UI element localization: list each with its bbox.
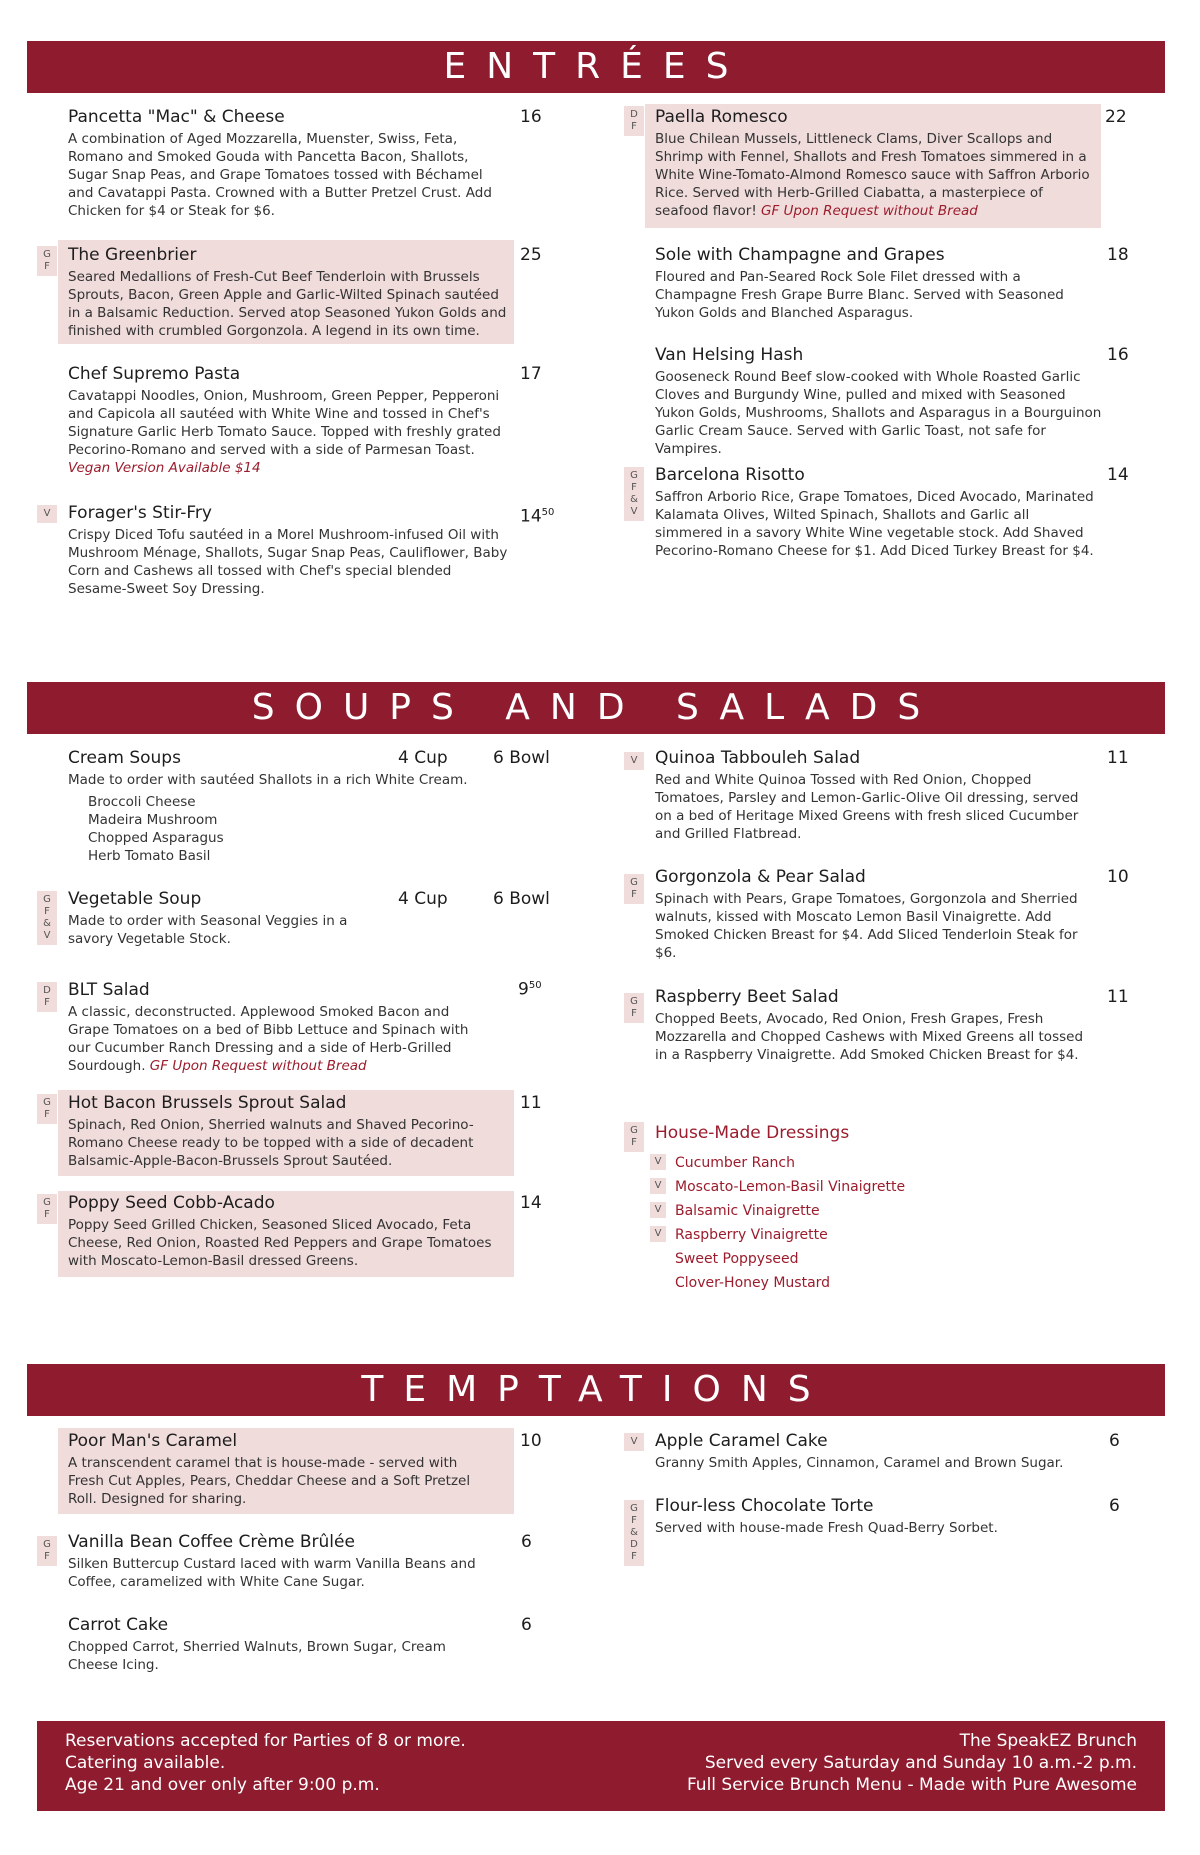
soup-variety: Chopped Asparagus xyxy=(88,830,224,846)
menu-item-quinoa xyxy=(655,747,1095,843)
item-description: Gooseneck Round Beef slow-cooked with Whole Roasted Garlic Cloves and Burgundy Wine, pulled and mixed with Seasoned Yukon Golds, Mushrooms, Shallots and Asparagus in a Bourguinon Garlic Cream Sauce. Served with Garlic Toast, not safe for Vampires. xyxy=(655,369,1102,457)
dietary-tag: G F xyxy=(37,1094,57,1124)
footer-brunch-tagline: Full Service Brunch Menu - Made with Pure Awesome xyxy=(686,1775,1137,1795)
menu-item-chef-supremo xyxy=(68,363,508,477)
item-description: Made to order with Seasonal Veggies in a savory Vegetable Stock. xyxy=(68,913,348,947)
item-description: Made to order with sautéed Shallots in a rich White Cream. xyxy=(68,772,468,788)
price-main: 9 xyxy=(518,979,529,1000)
soup-variety: Madeira Mushroom xyxy=(88,812,218,828)
price-bowl: 6 Bowl xyxy=(493,748,550,768)
item-description: Floured and Pan-Seared Rock Sole Filet dressed with a Champagne Fresh Grape Burre Blanc. Served with Seasoned Yukon Golds and Blanched Asparagus. xyxy=(655,269,1064,321)
item-price: 11 xyxy=(520,1093,542,1113)
footer-left xyxy=(65,1730,466,1796)
item-name: Pancetta "Mac" & Cheese xyxy=(68,107,285,127)
price-cents: 50 xyxy=(528,980,542,991)
menu-item-vegetable-soup xyxy=(68,888,368,948)
item-price: 6 xyxy=(521,1615,532,1635)
item-description: Granny Smith Apples, Cinnamon, Caramel and Brown Sugar. xyxy=(655,1455,1064,1471)
dressings-heading xyxy=(655,1122,1055,1144)
item-description-text: Cavatappi Noodles, Onion, Mushroom, Green Pepper, Pepperoni and Capicola all sautéed with White Wine and tossed in Chef's Signature Garlic Herb Tomato Sauce. Topped with freshly grated Pecorino-Romano and served with a side of Parmesan Toast. xyxy=(68,388,501,458)
item-note: GF Upon Request without Bread xyxy=(761,203,978,219)
price-main: 14 xyxy=(520,506,542,527)
item-description: Spinach, Red Onion, Sherried walnuts and Shaved Pecorino-Romano Cheese ready to be topped with a side of decadent Balsamic-Apple-Bacon-Brussels Sprout Sautéed. xyxy=(68,1117,474,1169)
item-name: Sole with Champagne and Grapes xyxy=(655,245,945,265)
item-description: Red and White Quinoa Tossed with Red Onion, Chopped Tomatoes, Parsley and Lemon-Garlic-Olive Oil dressing, served on a bed of Heritage Mixed Greens with fresh sliced Cucumber and Grilled Flatbread. xyxy=(655,772,1079,842)
item-name: The Greenbrier xyxy=(68,245,197,265)
dietary-tag: V xyxy=(624,752,644,770)
soup-variety: Herb Tomato Basil xyxy=(88,848,211,864)
menu-item-sole xyxy=(655,244,1095,322)
dietary-tag: G F xyxy=(37,246,57,276)
item-description xyxy=(68,387,508,477)
footer-right xyxy=(687,1730,1137,1796)
item-price: 11 xyxy=(1107,987,1129,1007)
menu-item-chocolate-torte xyxy=(655,1495,1095,1537)
menu-item-blt-salad xyxy=(68,979,488,1075)
item-name: Poppy Seed Cobb-Acado xyxy=(68,1193,275,1213)
item-price: 6 xyxy=(1109,1496,1120,1516)
dietary-tag: V xyxy=(624,1433,644,1451)
dressings-title: House-Made Dressings xyxy=(655,1123,850,1143)
item-price: 17 xyxy=(520,364,542,384)
menu-item-apple-caramel-cake xyxy=(655,1430,1095,1472)
item-description: A combination of Aged Mozzarella, Muenster, Swiss, Feta, Romano and Smoked Gouda with Pancetta Bacon, Shallots, Sugar Snap Peas, and Grape Tomatoes tossed with Béchamel and Cavatappi Pasta. Crowned with a Butter Pretzel Crust. Add Chicken for $4 or Steak for $6. xyxy=(68,131,492,219)
item-price: 22 xyxy=(1105,107,1127,127)
footer-bar xyxy=(37,1721,1165,1811)
item-name: Apple Caramel Cake xyxy=(655,1431,828,1451)
item-price: 25 xyxy=(520,245,542,265)
menu-item-poor-mans-caramel xyxy=(68,1430,488,1508)
item-name: Flour-less Chocolate Torte xyxy=(655,1496,874,1516)
soup-variety: Broccoli Cheese xyxy=(88,794,196,810)
item-price: 16 xyxy=(520,107,542,127)
item-name: Cream Soups xyxy=(68,748,181,768)
price-cup: 4 Cup xyxy=(398,748,448,768)
price-bowl: 6 Bowl xyxy=(493,889,550,909)
item-description: Crispy Diced Tofu sautéed in a Morel Mushroom-infused Oil with Mushroom Ménage, Shallots, Sugar Snap Peas, Cauliflower, Baby Corn and Cashews all tossed with Chef's special blended Sesame-Sweet Soy Dressing. xyxy=(68,527,508,597)
item-name: Vanilla Bean Coffee Crème Brûlée xyxy=(68,1532,355,1552)
menu-item-pancetta xyxy=(68,106,508,220)
item-name: Chef Supremo Pasta xyxy=(68,364,241,384)
dressing-item: Cucumber Ranch xyxy=(675,1155,796,1171)
dietary-tag: G F xyxy=(624,1122,644,1152)
dressing-item: Sweet Poppyseed xyxy=(675,1251,799,1267)
menu-item-carrot-cake xyxy=(68,1614,488,1674)
item-description-text: A classic, deconstructed. Applewood Smoked Bacon and Grape Tomatoes on a bed of Bibb Lettuce and Spinach with our Cucumber Ranch Dressing and a side of Herb-Grilled Sourdough. xyxy=(68,1004,469,1074)
footer-catering: Catering available. xyxy=(65,1753,226,1773)
footer-age-policy: Age 21 and over only after 9:00 p.m. xyxy=(65,1775,380,1795)
menu-item-greenbrier xyxy=(68,244,508,340)
price-cents: 50 xyxy=(541,507,555,518)
item-price: 16 xyxy=(1107,345,1129,365)
dietary-tag: V xyxy=(650,1226,666,1242)
item-name: Forager's Stir-Fry xyxy=(68,503,212,523)
section-banner-temptations: TEMPTATIONS xyxy=(27,1364,1165,1416)
item-name: Barcelona Risotto xyxy=(655,465,805,485)
footer-brunch-hours: Served every Saturday and Sunday 10 a.m.-2 p.m. xyxy=(704,1753,1137,1773)
menu-item-paella xyxy=(655,106,1095,220)
menu-item-gorgonzola-pear xyxy=(655,866,1095,962)
dietary-tag: D F xyxy=(37,982,57,1012)
item-price: 14 xyxy=(1107,465,1129,485)
item-name: Gorgonzola & Pear Salad xyxy=(655,867,866,887)
menu-item-barcelona xyxy=(655,464,1095,560)
menu-item-raspberry-beet xyxy=(655,986,1095,1064)
item-name: Paella Romesco xyxy=(655,107,788,127)
item-price: 10 xyxy=(520,1431,542,1451)
dietary-tag: G F & V xyxy=(37,891,57,945)
menu-item-forager xyxy=(68,502,508,598)
item-name: BLT Salad xyxy=(68,980,150,1000)
item-description: Chopped Beets, Avocado, Red Onion, Fresh Grapes, Fresh Mozzarella and Chopped Cashews with Mixed Greens all tossed in a Raspberry Vinaigrette. Add Smoked Chicken Breast for $4. xyxy=(655,1011,1084,1063)
item-description: Poppy Seed Grilled Chicken, Seasoned Sliced Avocado, Feta Cheese, Red Onion, Roasted Red Peppers and Grape Tomatoes with Moscato-Lemon-Basil dressed Greens. xyxy=(68,1217,492,1269)
item-price xyxy=(518,975,542,1001)
price-cup: 4 Cup xyxy=(398,889,448,909)
item-description: Chopped Carrot, Sherried Walnuts, Brown Sugar, Cream Cheese Icing. xyxy=(68,1639,446,1673)
footer-brunch-title: The SpeakEZ Brunch xyxy=(959,1731,1137,1751)
item-description: Served with house-made Fresh Quad-Berry Sorbet. xyxy=(655,1520,998,1536)
item-note: Vegan Version Available $14 xyxy=(68,460,261,476)
section-banner-soups-salads: SOUPS AND SALADS xyxy=(27,682,1165,734)
item-price: 6 xyxy=(1109,1431,1120,1451)
dietary-tag: V xyxy=(650,1202,666,1218)
item-name: Raspberry Beet Salad xyxy=(655,987,839,1007)
item-price: 10 xyxy=(1107,867,1129,887)
dietary-tag: G F & D F xyxy=(624,1500,644,1566)
item-price xyxy=(520,502,554,528)
item-price: 14 xyxy=(520,1193,542,1213)
section-banner-entrees: ENTRÉES xyxy=(27,41,1165,93)
footer-reservations: Reservations accepted for Parties of 8 or more. xyxy=(65,1731,466,1751)
item-name: Van Helsing Hash xyxy=(655,345,804,365)
item-name: Vegetable Soup xyxy=(68,889,202,909)
menu-item-van-helsing xyxy=(655,344,1105,458)
dressing-item: Balsamic Vinaigrette xyxy=(675,1203,820,1219)
item-description: A transcendent caramel that is house-made - served with Fresh Cut Apples, Pears, Cheddar Cheese and a Soft Pretzel Roll. Designed for sharing. xyxy=(68,1455,471,1507)
item-name: Carrot Cake xyxy=(68,1615,169,1635)
item-price: 18 xyxy=(1107,245,1129,265)
item-name: Quinoa Tabbouleh Salad xyxy=(655,748,861,768)
menu-item-creme-brulee xyxy=(68,1531,488,1591)
dietary-tag: G F & V xyxy=(624,467,644,521)
item-description: Seared Medallions of Fresh-Cut Beef Tenderloin with Brussels Sprouts, Bacon, Green Apple and Garlic-Wilted Spinach sautéed in a Balsamic Reduction. Served atop Seasoned Yukon Golds and finished with crumbled Gorgonzola. A legend in its own time. xyxy=(68,269,507,339)
item-description xyxy=(68,1003,488,1075)
item-price: 6 xyxy=(521,1532,532,1552)
dietary-tag: V xyxy=(37,505,57,523)
item-note: GF Upon Request without Bread xyxy=(149,1058,367,1074)
dietary-tag: G F xyxy=(624,874,644,904)
item-description: Spinach with Pears, Grape Tomatoes, Gorgonzola and Sherried walnuts, kissed with Moscato Lemon Basil Vinaigrette. Add Smoked Chicken Breast for $4. Add Sliced Tenderloin Steak for $6. xyxy=(655,891,1078,961)
dietary-tag: G F xyxy=(37,1194,57,1224)
dressing-item: Clover-Honey Mustard xyxy=(675,1275,831,1291)
item-name: Hot Bacon Brussels Sprout Salad xyxy=(68,1093,347,1113)
item-description-text: Blue Chilean Mussels, Littleneck Clams, Diver Scallops and Shrimp with Fennel, Shallots and Fresh Tomatoes simmered in a White Wine-Tomato-Almond Romesco sauce with Saffron Arborio Rice. Served with Herb-Grilled Ciabatta, a masterpiece of seafood flavor! xyxy=(655,131,1090,219)
dressing-item: Raspberry Vinaigrette xyxy=(675,1227,828,1243)
dietary-tag: V xyxy=(650,1154,666,1170)
item-description: Silken Buttercup Custard laced with warm Vanilla Beans and Coffee, caramelized with White Cane Sugar. xyxy=(68,1556,476,1590)
item-description xyxy=(655,130,1095,220)
soup-variety-list xyxy=(88,793,488,865)
menu-item-poppy-cobb xyxy=(68,1192,508,1270)
dietary-tag: D F xyxy=(624,106,644,136)
dietary-tag: G F xyxy=(37,1536,57,1566)
menu-item-hot-bacon-salad xyxy=(68,1092,508,1170)
dietary-tag: G F xyxy=(624,993,644,1023)
item-name: Poor Man's Caramel xyxy=(68,1431,238,1451)
item-price: 11 xyxy=(1107,748,1129,768)
dressing-item: Moscato-Lemon-Basil Vinaigrette xyxy=(675,1179,906,1195)
dietary-tag: V xyxy=(650,1178,666,1194)
item-description: Saffron Arborio Rice, Grape Tomatoes, Diced Avocado, Marinated Kalamata Olives, Wilted Spinach, Shallots and Garlic all simmered in a savory White Wine vegetable stock. Add Shaved Pecorino-Romano Cheese for $1. Add Diced Turkey Breast for $4. xyxy=(655,489,1094,559)
